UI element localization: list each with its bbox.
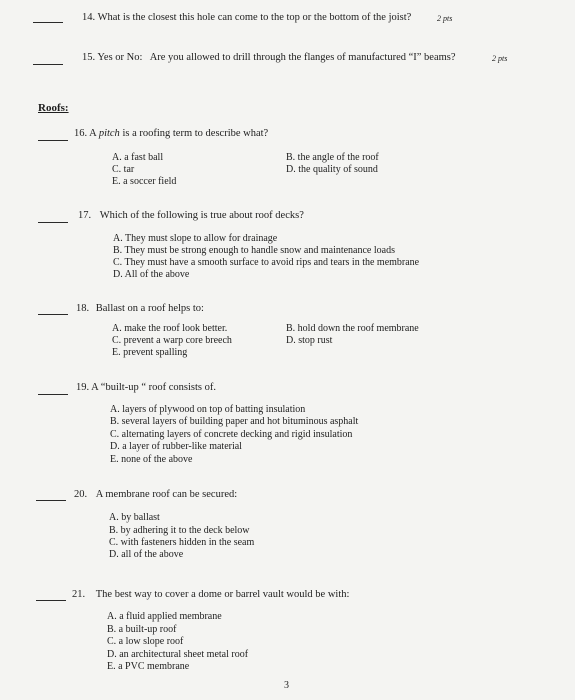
option-21-e[interactable]: E. a PVC membrane bbox=[107, 661, 190, 672]
option-21-b[interactable]: B. a built-up roof bbox=[107, 624, 177, 635]
question-18 bbox=[76, 303, 204, 315]
question-14 bbox=[82, 12, 411, 24]
answer-blank-16[interactable] bbox=[38, 140, 68, 141]
question-20-text: A membrane roof can be secured: bbox=[95, 489, 238, 500]
answer-blank-19[interactable] bbox=[38, 394, 68, 395]
question-16 bbox=[74, 128, 268, 140]
option-18-a[interactable]: A. make the roof look better. bbox=[112, 323, 228, 334]
option-20-c[interactable]: C. with fasteners hidden in the seam bbox=[109, 537, 255, 548]
option-17-b[interactable]: B. They must be strong enough to handle snow and maintenance loads bbox=[113, 245, 395, 256]
option-18-e[interactable]: E. prevent spalling bbox=[112, 347, 188, 358]
option-17-a[interactable]: A. They must slope to allow for drainage bbox=[113, 233, 278, 244]
option-17-c[interactable]: C. They must have a smooth surface to avoid rips and tears in the membrane bbox=[113, 257, 420, 268]
answer-blank-14[interactable] bbox=[33, 22, 63, 23]
option-16-b[interactable]: B. the angle of the roof bbox=[286, 152, 379, 163]
answer-blank-20[interactable] bbox=[36, 500, 66, 501]
option-19-e[interactable]: E. none of the above bbox=[110, 454, 193, 465]
question-19-number: 19. bbox=[76, 382, 90, 393]
option-19-a[interactable]: A. layers of plywood on top of batting insulation bbox=[110, 404, 306, 415]
question-16-text-before: A bbox=[89, 128, 99, 139]
question-15-points: 2 pts bbox=[492, 54, 508, 63]
option-20-d[interactable]: D. all of the above bbox=[109, 549, 184, 560]
question-20 bbox=[74, 489, 237, 501]
question-17-text: Which of the following is true about roof decks? bbox=[99, 210, 304, 221]
page-number: 3 bbox=[284, 680, 289, 691]
question-19 bbox=[76, 382, 216, 394]
option-16-d[interactable]: D. the quality of sound bbox=[286, 164, 378, 175]
option-19-d[interactable]: D. a layer of rubber-like material bbox=[110, 441, 242, 452]
question-14-text: What is the closest this hole can come to the top or the bottom of the joist? bbox=[97, 12, 412, 23]
option-21-a[interactable]: A. a fluid applied membrane bbox=[107, 611, 222, 622]
question-16-number: 16. bbox=[74, 128, 88, 139]
question-15-text: Yes or No: Are you allowed to drill through the flanges of manufactured “I” beams? bbox=[97, 52, 456, 63]
question-16-text-italic: pitch bbox=[98, 128, 120, 139]
question-20-number: 20. bbox=[74, 489, 88, 500]
answer-blank-21[interactable] bbox=[36, 600, 66, 601]
option-19-b[interactable]: B. several layers of building paper and hot bituminous asphalt bbox=[110, 416, 359, 427]
question-14-points: 2 pts bbox=[437, 14, 453, 23]
question-21-number: 21. bbox=[72, 589, 86, 600]
option-18-d[interactable]: D. stop rust bbox=[286, 335, 333, 346]
option-20-a[interactable]: A. by ballast bbox=[109, 512, 160, 523]
question-18-text: Ballast on a roof helps to: bbox=[95, 303, 204, 314]
question-15 bbox=[82, 52, 456, 64]
option-20-b[interactable]: B. by adhering it to the deck below bbox=[109, 525, 250, 536]
question-17 bbox=[78, 210, 304, 222]
question-15-number: 15. bbox=[82, 52, 96, 63]
question-19-text: A “built-up “ roof consists of. bbox=[91, 382, 216, 393]
answer-blank-17[interactable] bbox=[38, 222, 68, 223]
option-16-c[interactable]: C. tar bbox=[112, 164, 135, 175]
option-21-c[interactable]: C. a low slope roof bbox=[107, 636, 184, 647]
question-16-text-after: is a roofing term to describe what? bbox=[119, 128, 269, 139]
option-18-b[interactable]: B. hold down the roof membrane bbox=[286, 323, 419, 334]
option-16-a[interactable]: A. a fast ball bbox=[112, 152, 164, 163]
option-17-d[interactable]: D. All of the above bbox=[113, 269, 190, 280]
answer-blank-18[interactable] bbox=[38, 314, 68, 315]
option-21-d[interactable]: D. an architectural sheet metal roof bbox=[107, 649, 249, 660]
question-17-number: 17. bbox=[78, 210, 92, 221]
option-19-c[interactable]: C. alternating layers of concrete decking and rigid insulation bbox=[110, 429, 353, 440]
answer-blank-15[interactable] bbox=[33, 64, 63, 65]
question-21 bbox=[72, 589, 349, 601]
option-18-c[interactable]: C. prevent a warp core breech bbox=[112, 335, 232, 346]
section-heading-roofs: Roofs: bbox=[38, 102, 69, 114]
question-21-text: The best way to cover a dome or barrel vault would be with: bbox=[95, 589, 350, 600]
question-18-number: 18. bbox=[76, 303, 90, 314]
question-14-number: 14. bbox=[82, 12, 96, 23]
option-16-e[interactable]: E. a soccer field bbox=[112, 176, 177, 187]
